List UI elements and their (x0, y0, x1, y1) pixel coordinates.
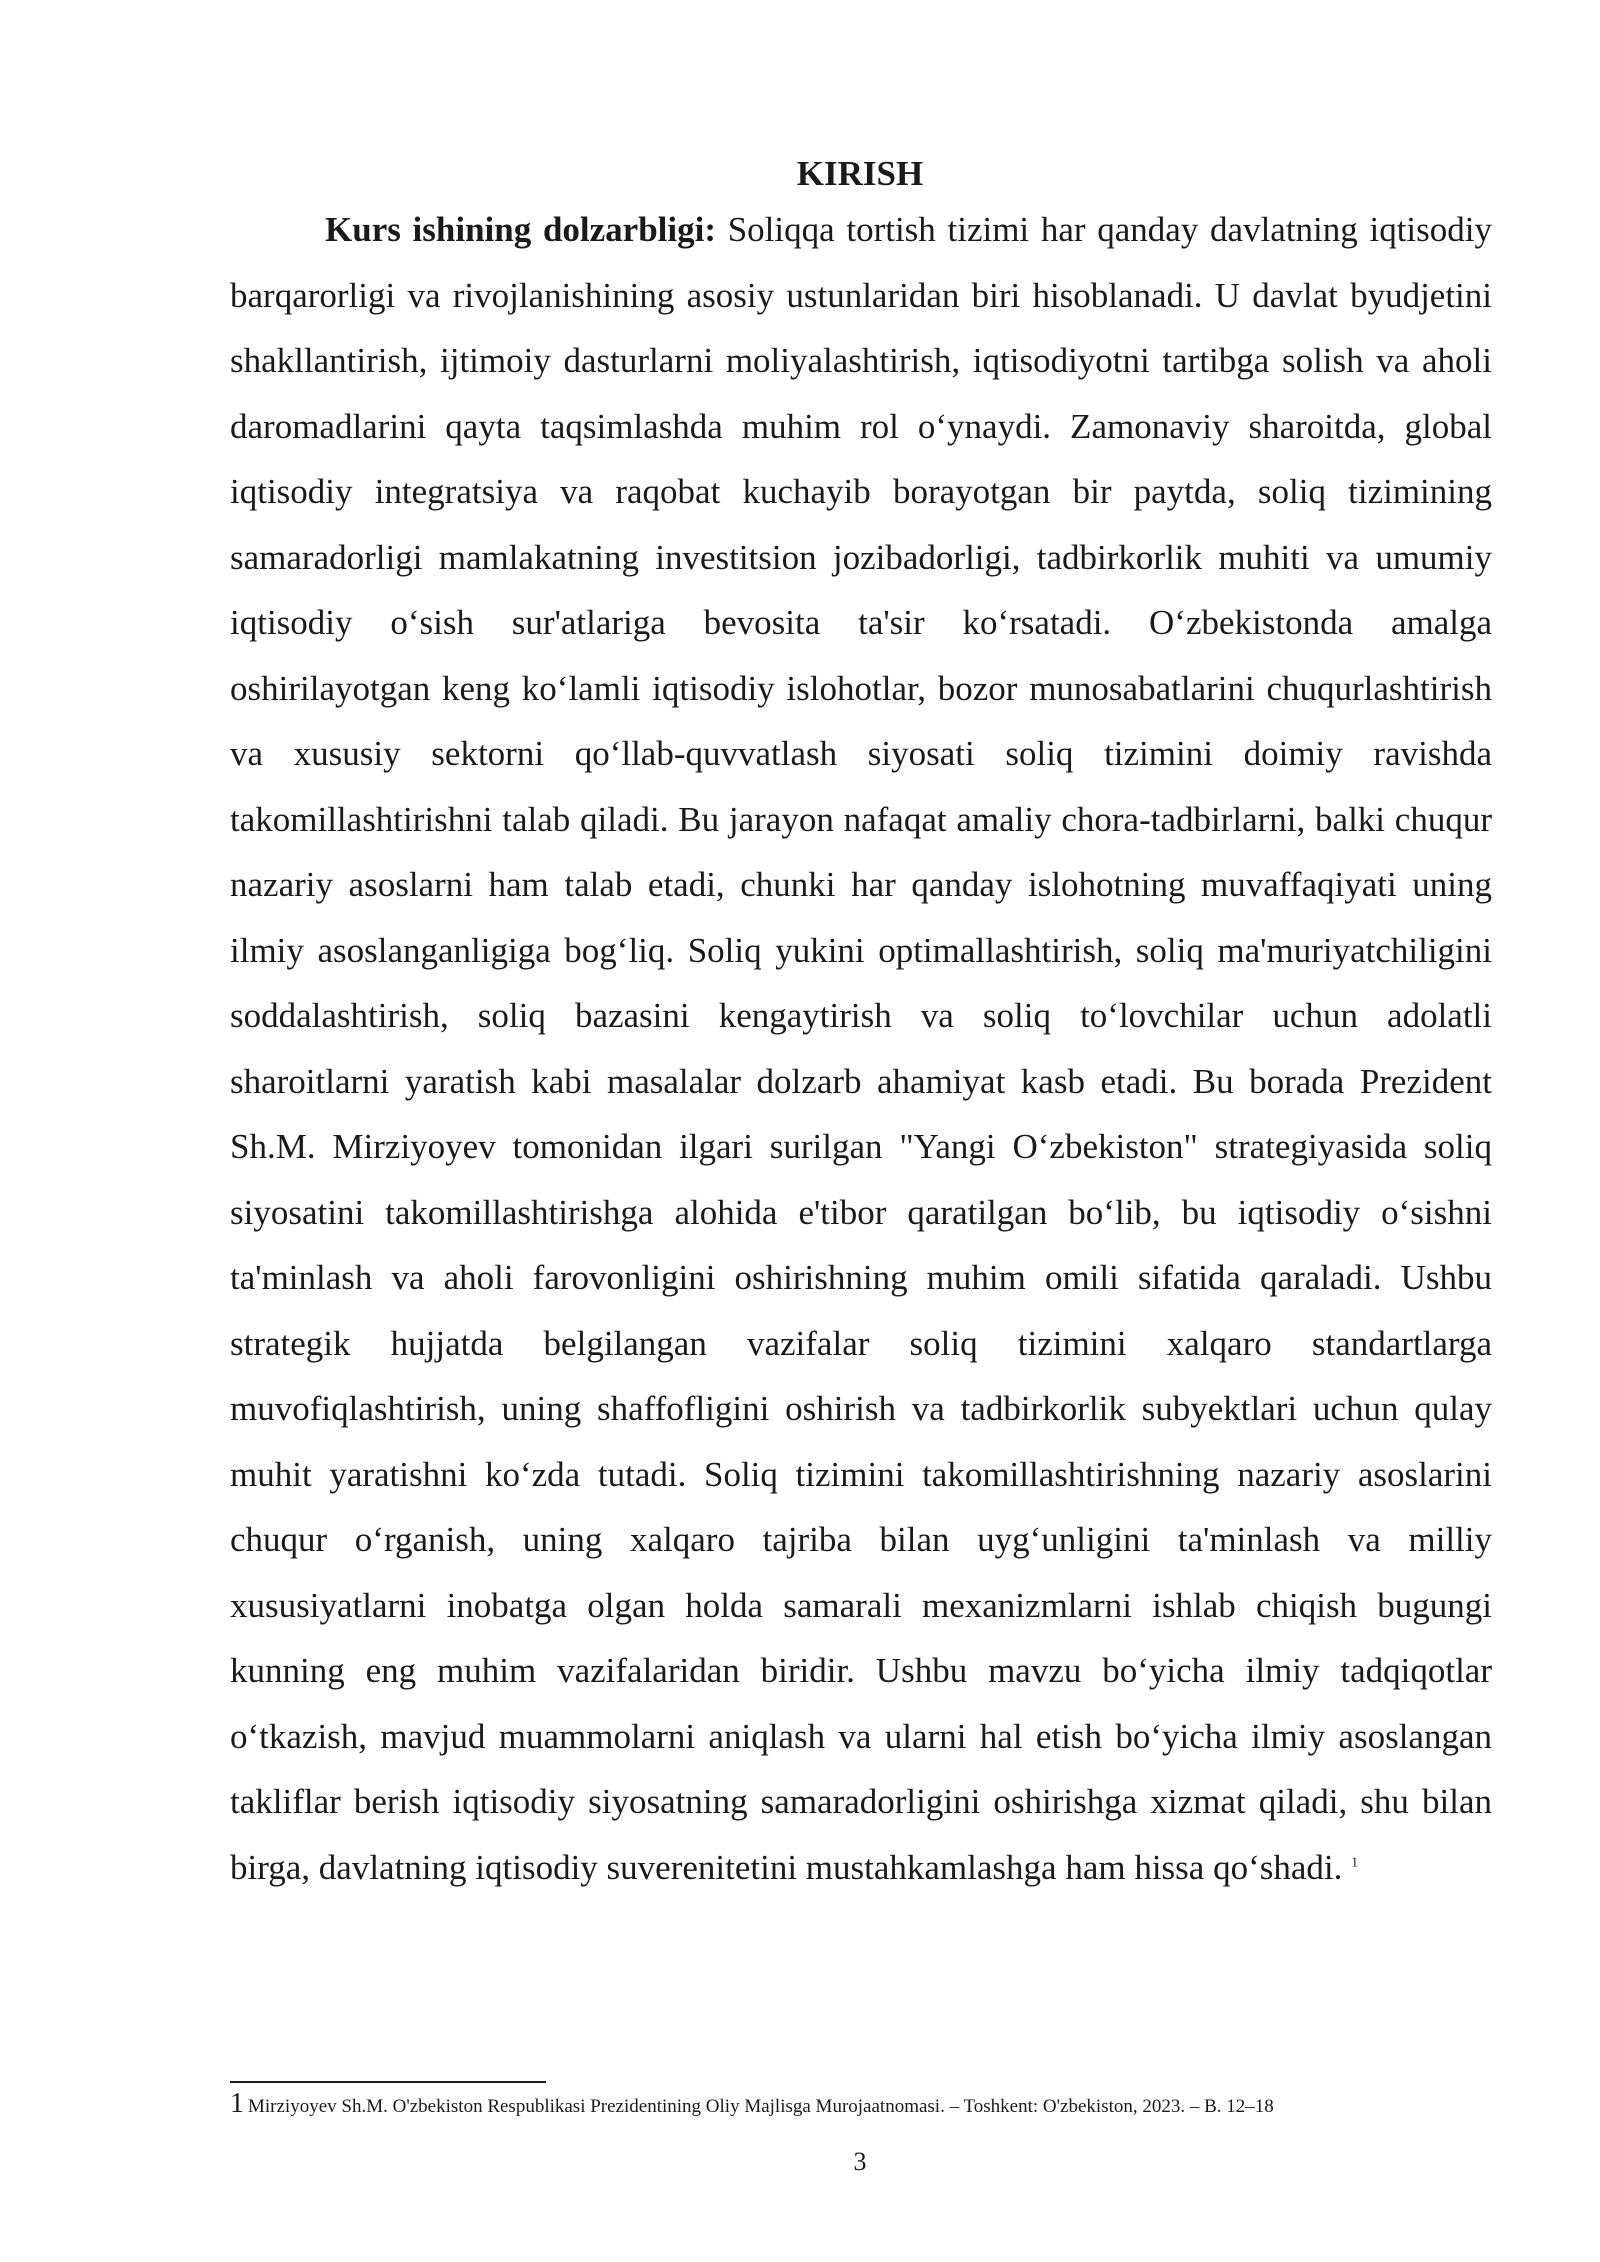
footnote-divider (230, 2081, 546, 2083)
footnote (230, 2090, 1530, 2121)
body-paragraph (230, 197, 1492, 1900)
paragraph-text: Soliqqa tortish tizimi har qanday davlatning iqtisodiy barqarorligi va rivojlanishining asosiy ustunlaridan biri hisoblanadi. U davlat byudjetini shakllantirish, ijtimoiy dasturlarni moliyalashtirish, iqtisodiyotni tartibga solish va aholi daromadlarini qayta taqsimlashda muhim rol o‘ynaydi. Zamonaviy sharoitda, global iqtisodiy integratsiya va raqobat kuchayib borayotgan bir paytda, soliq tizimining samaradorligi mamlakatning investitsion jozibadorligi, tadbirkorlik muhiti va umumiy iqtisodiy o‘sish sur'atlariga bevosita ta'sir ko‘rsatadi. O‘zbekistonda amalga oshirilayotgan keng ko‘lamli iqtisodiy islohotlar, bozor munosabatlarini chuqurlashtirish va xususiy sektorni qo‘llab-quvvatlash siyosati soliq tizimini doimiy ravishda takomillashtirishni talab qiladi. Bu jarayon nafaqat amaliy chora-tadbirlarni, balki chuqur nazariy asoslarni ham talab etadi, chunki har qanday islohotning muvaffaqiyati uning ilmiy asoslanganligiga bog‘liq. Soliq yukini optimallashtirish, soliq ma'muriyatchiligini soddalashtirish, soliq bazasini kengaytirish va soliq to‘lovchilar uchun adolatli sharoitlarni yaratish kabi masalalar dolzarb ahamiyat kasb etadi. Bu borada Prezident Sh.M. Mirziyoyev tomonidan ilgari surilgan "Yangi O‘zbekiston" strategiyasida soliq siyosatini takomillashtirishga alohida e'tibor qaratilgan bo‘lib, bu iqtisodiy o‘sishni ta'minlash va aholi farovonligini oshirishning muhim omili sifatida qaraladi. Ushbu strategik hujjatda belgilangan vazifalar soliq tizimini xalqaro standartlarga muvofiqlashtirish, uning shaffofligini oshirish va tadbirkorlik subyektlari uchun qulay muhit yaratishni ko‘zda tutadi. Soliq tizimini takomillashtirishning nazariy asoslarini chuqur o‘rganish, uning xalqaro tajriba bilan uyg‘unligini ta'minlash va milliy xususiyatlarni inobatga olgan holda samarali mexanizmlarni ishlab chiqish bugungi kunning eng muhim vazifalaridan biridir. Ushbu mavzu bo‘yicha ilmiy tadqiqotlar o‘tkazish, mavjud muammolarni aniqlash va ularni hal etish bo‘yicha ilmiy asoslangan takliflar berish iqtisodiy siyosatning samaradorligini oshirishga xizmat qiladi, shu bilan birga, davlatning iqtisodiy suverenitetini mustahkamlashga ham hissa qo‘shadi. (230, 210, 1492, 1887)
footnote-text: Mirziyoyev Sh.M. O'zbekiston Respublikasi Prezidentining Oliy Majlisga Murojaatnomasi. – Toshkent: O'zbekiston, 2023. – B. 12–18 (248, 2096, 1274, 2117)
footnote-number: 1 (230, 2088, 244, 2119)
footnote-reference[interactable]: 1 (1351, 1854, 1359, 1870)
section-title: KIRISH (796, 154, 924, 193)
page-number: 3 (853, 2147, 867, 2176)
paragraph-lead: Kurs ishining dolzarbligi: (325, 210, 716, 249)
